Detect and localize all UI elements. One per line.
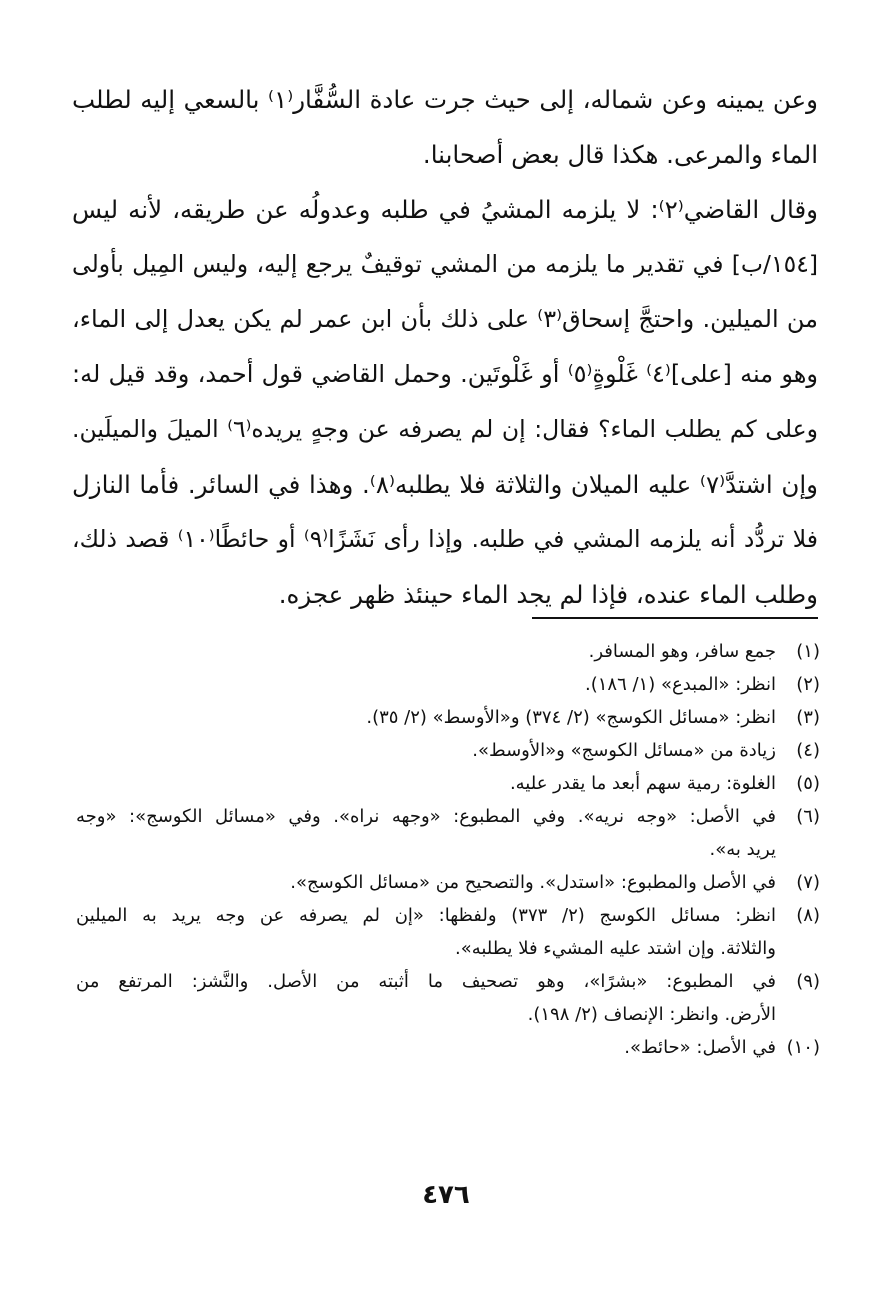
main-text-line: [١٥٤/ب] في تقدير ما يلزمه من المشي توقيفٌ يرجع إليه، وليس المِيل بأولى xyxy=(72,250,818,278)
footnote-number: (١) xyxy=(796,641,820,662)
footnote-number: (٦) xyxy=(796,806,820,827)
main-text-line: وطلب الماء عنده، فإذا لم يجد الماء حينئذ ظهر عجزه. xyxy=(278,580,818,609)
footnote xyxy=(76,1031,820,1064)
main-text-line: وعلى كم يطلب الماء؟ فقال: إن لم يصرفه عن وجهٍ يريده⁽٦⁾ الميلَ والميلَين. xyxy=(72,415,818,443)
footnote-number: (٩) xyxy=(796,971,820,992)
footnote-text: يريد به». xyxy=(709,839,776,860)
footnote xyxy=(76,734,820,767)
footnote xyxy=(76,800,820,866)
footnote xyxy=(76,701,820,734)
footnote-number: (٢) xyxy=(796,674,820,695)
footnote-text: في المطبوع: «بشرًا»، وهو تصحيف ما أثبته من الأصل. والنَّشز: المرتفع من xyxy=(76,971,776,992)
footnote xyxy=(76,866,820,899)
footnote-text: في الأصل: «حائط». xyxy=(624,1037,776,1058)
footnote-number: (٥) xyxy=(796,773,820,794)
footnote-text: انظر: مسائل الكوسج (٢/ ٣٧٣) ولفظها: «إن لم يصرفه عن وجه يريد به الميلين xyxy=(76,905,776,926)
footnote-text: انظر: «مسائل الكوسج» (٢/ ٣٧٤) و«الأوسط» (٢/ ٣٥). xyxy=(366,707,776,728)
main-text-line: وإن اشتدَّ⁽٧⁾ عليه الميلان والثلاثة فلا يطلبه⁽٨⁾. وهذا في السائر. فأما النازل xyxy=(72,470,818,499)
footnote xyxy=(76,899,820,965)
footnote-text: الأرض. وانظر: الإنصاف (٢/ ١٩٨). xyxy=(527,1004,776,1025)
footnote xyxy=(76,965,820,1031)
main-text-line: فلا تردُّد أنه يلزمه المشي في طلبه. وإذا رأى نَشَزًا⁽٩⁾ أو حائطًا⁽١٠⁾ قصد ذلك، xyxy=(72,525,818,553)
footnote-number: (٨) xyxy=(796,905,820,926)
main-text-line: الماء والمرعى. هكذا قال بعض أصحابنا. xyxy=(422,140,818,169)
page-number: ٤٧٦ xyxy=(422,1180,470,1210)
main-text-line: من الميلين. واحتجَّ إسحاق⁽٣⁾ على ذلك بأن ابن عمر لم يكن يعدل إلى الماء، xyxy=(72,305,818,333)
footnote xyxy=(76,668,820,701)
footnote-separator xyxy=(532,617,818,619)
footnote-number: (١٠) xyxy=(786,1037,820,1058)
main-text-line: وعن يمينه وعن شماله، إلى حيث جرت عادة السُّفَّار⁽١⁾ بالسعي إليه لطلب xyxy=(72,85,818,114)
main-text-line: وقال القاضي⁽٢⁾: لا يلزمه المشيُ في طلبه وعدولُه عن طريقه، لأنه ليس xyxy=(72,195,818,224)
footnote-text: والثلاثة. وإن اشتد عليه المشيء فلا يطلبه». xyxy=(454,938,776,959)
footnote-text: في الأصل: «وجه نريه». وفي المطبوع: «وجهه نراه». وفي «مسائل الكوسج»: «وجه xyxy=(76,806,776,827)
footnote-number: (٧) xyxy=(796,872,820,893)
main-text-block xyxy=(72,72,818,622)
footnote-number: (٣) xyxy=(796,707,820,728)
footnote xyxy=(76,767,820,800)
footnotes-block xyxy=(76,635,820,1064)
footnote-text: الغلوة: رمية سهم أبعد ما يقدر عليه. xyxy=(509,773,776,794)
footnote-text: انظر: «المبدع» (١/ ١٨٦). xyxy=(584,674,776,695)
main-text-line: وهو منه [على]⁽٤⁾ غَلْوةٍ⁽٥⁾ أو غَلْوتَين. وحمل القاضي قول أحمد، وقد قيل له: xyxy=(72,360,818,388)
footnote xyxy=(76,635,820,668)
footnote-text: جمع سافر، وهو المسافر. xyxy=(588,641,776,662)
footnote-text: في الأصل والمطبوع: «استدل». والتصحيح من «مسائل الكوسج». xyxy=(290,872,776,893)
footnote-text: زيادة من «مسائل الكوسج» و«الأوسط». xyxy=(472,740,776,761)
footnote-number: (٤) xyxy=(796,740,820,761)
